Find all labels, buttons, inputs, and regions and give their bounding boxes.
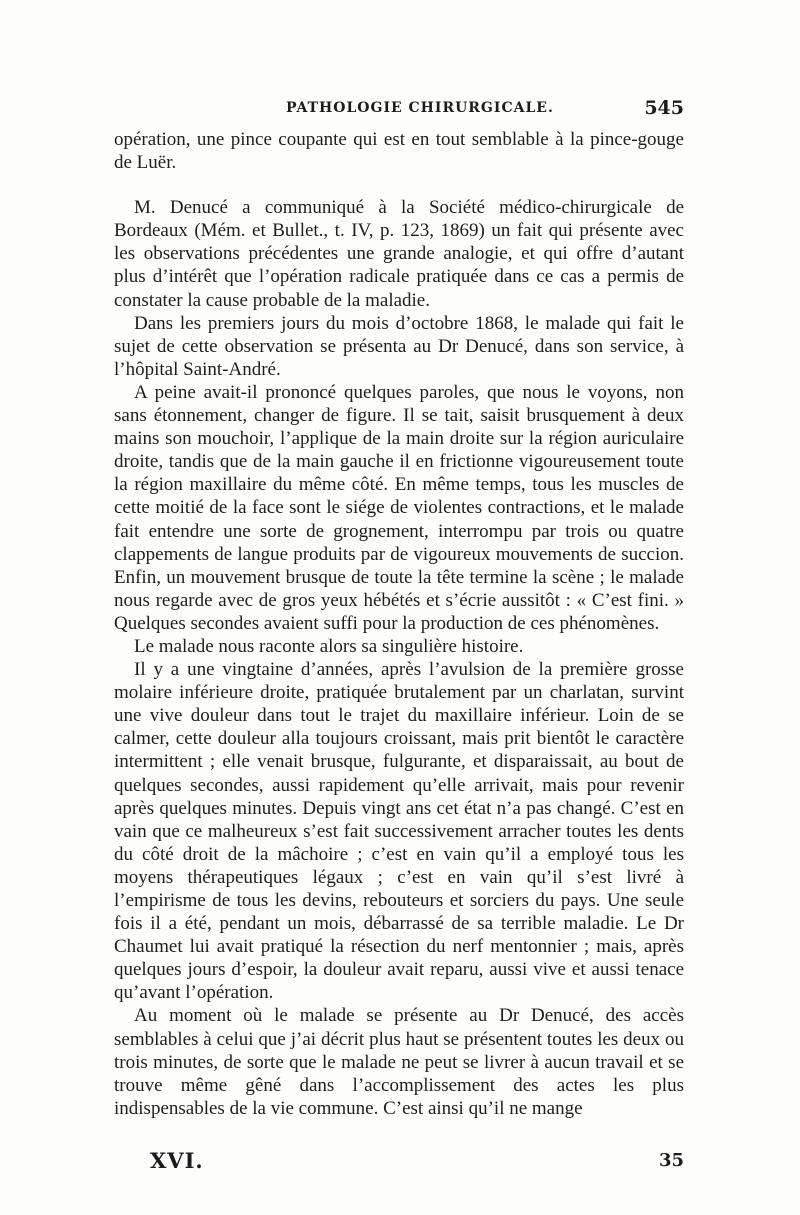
body-text bbox=[114, 128, 684, 1120]
paragraph-current-state: Au moment où le malade se présente au Dr Denucé, des accès semblables à celui que j’ai décrit plus haut se présentent toutes les deux ou trois minutes, de sorte que le malade ne peut se livrer à aucun travail et se trouve même gêné dans l’accomplissement des actes les plus indispensables de la vie commune. C’est ainsi qu’il ne mange bbox=[114, 1005, 684, 1119]
page-header bbox=[114, 97, 684, 124]
signature-mark: XVI. bbox=[150, 1148, 204, 1173]
paragraph-continuation: opération, une pince coupante qui est en tout semblable à la pince-gouge de Luër. bbox=[114, 129, 684, 174]
paragraph-observation-intro: Dans les premiers jours du mois d’octobre 1868, le malade qui fait le sujet de cette observation se présenta au Dr Denucé, dans son service, à l’hôpital Saint-André. bbox=[114, 312, 684, 380]
page-footer bbox=[150, 1148, 684, 1176]
running-title: PATHOLOGIE CHIRURGICALE. bbox=[286, 100, 554, 116]
sheet-number: 35 bbox=[658, 1150, 684, 1171]
page-number: 545 bbox=[644, 97, 684, 119]
paragraph-history-intro: Le malade nous raconte alors sa singulière histoire. bbox=[134, 635, 524, 657]
paragraph-patient-history: Il y a une vingtaine d’années, après l’avulsion de la première grosse molaire inférieure droite, pratiquée brutalement par un charlatan, survint une vive douleur dans tout le trajet du maxillaire inférieur. Loin de se calmer, cette douleur alla toujours croissant, mais prit bientôt le caractère intermittent ; elle venait brusque, fulgurante, et disparaissait, au bout de quelques secondes, aussi rapidement qu’elle arrivait, mais pour revenir après quelques minutes. Depuis vingt ans cet état n’a pas changé. C’est en vain que ce malheureux s’est fait successivement arracher toutes les dents du côté droit de la mâchoire ; c’est en vain qu’il a employé tous les moyens thérapeutiques légaux ; c’est en vain qu’il s’est livré à l’empirisme de tous les devins, rebouteurs et sorciers du pays. Une seule fois il a été, pendant un mois, débarrassé de sa terrible maladie. Le Dr Chaumet lui avait pratiqué la résection du nerf mentonnier ; mais, après quelques jours d’espoir, la douleur avait reparu, aussi vive et aussi tenace qu’avant l’opération. bbox=[114, 659, 684, 1004]
paragraph-attack-description: A peine avait-il prononcé quelques paroles, que nous le voyons, non sans étonnement, changer de figure. Il se tait, saisit brusquement à deux mains son mouchoir, l’applique de la main droite sur la région auriculaire droite, tandis que de la main gauche il en frictionne vigoureusement toute la région maxillaire du même côté. En même temps, tous les muscles de cette moitié de la face sont le siége de violentes contractions, et le malade fait entendre une sorte de grognement, interrompu par trois ou quatre clappements de langue produits par de vigoureux mouvements de succion. Enfin, un mouvement brusque de toute la tête termine la scène ; le malade nous regarde avec de gros yeux hébétés et s’écrie aussitôt : « C’est fini. » Quelques secondes avaient suffi pour la production de ces phénomènes. bbox=[114, 381, 684, 634]
paragraph-denuce-communication: M. Denucé a communiqué à la Société médico-chirurgicale de Bordeaux (Mém. et Bullet., t. IV, p. 123, 1869) un fait qui présente avec les observations précédentes une grande analogie, et qui offre d’autant plus d’intérêt que l’opération radicale pratiquée dans ce cas a permis de constater la cause probable de la maladie. bbox=[114, 197, 684, 311]
